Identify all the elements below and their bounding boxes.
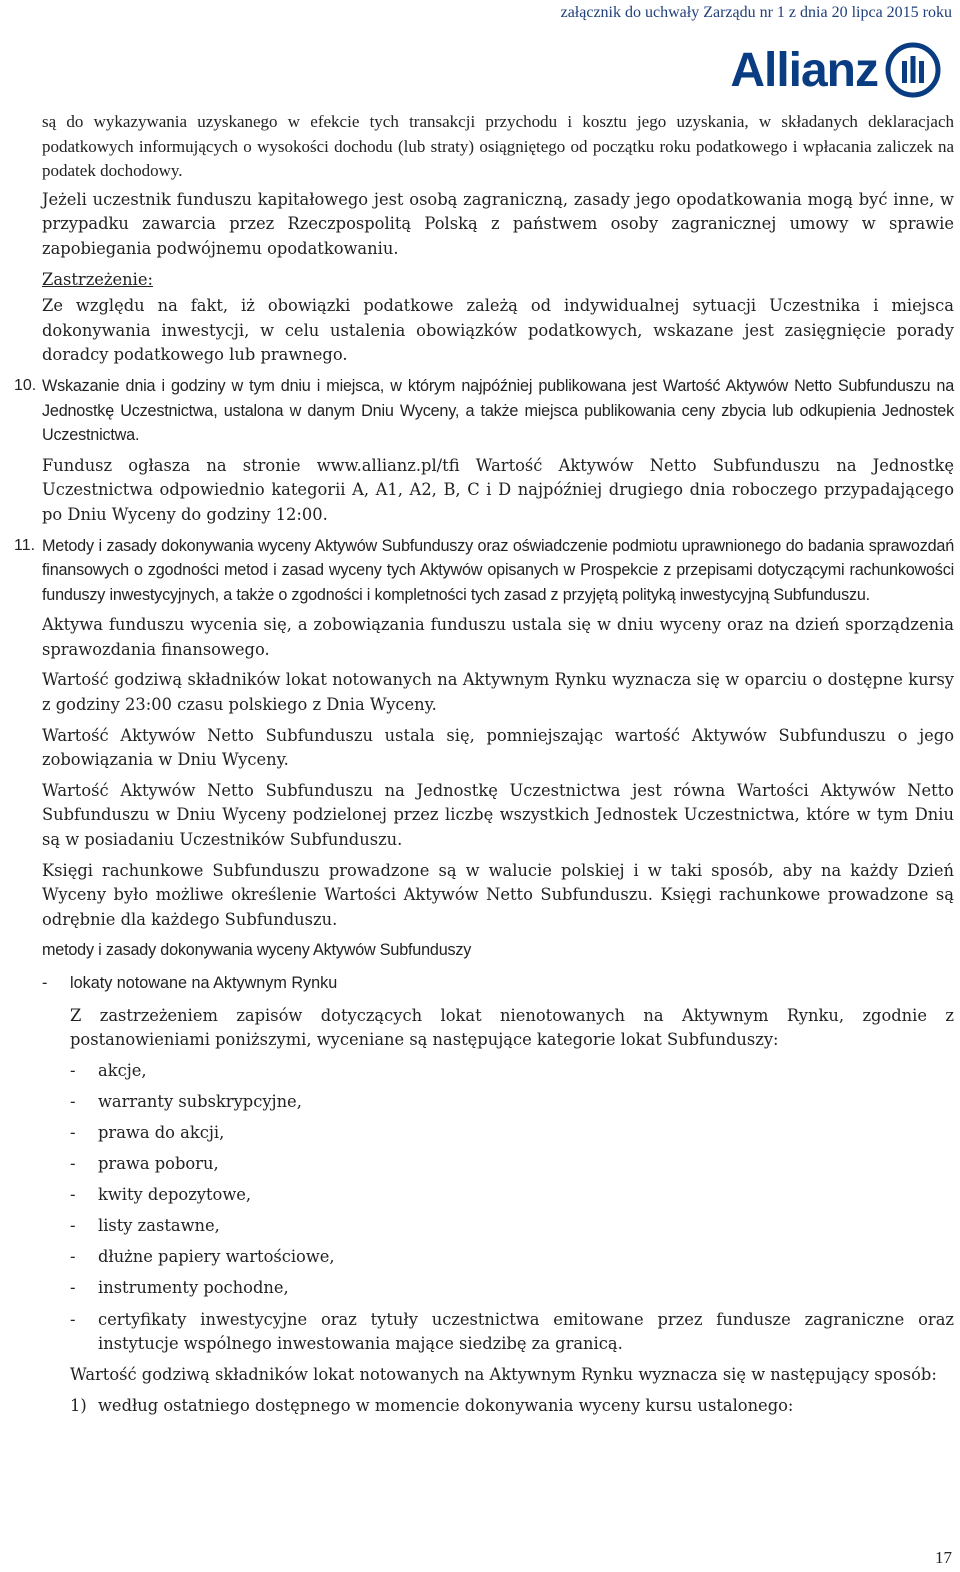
page-number: 17	[935, 1548, 952, 1567]
methods-heading: metody i zasady dokonywania wyceny Aktywów Subfunduszy	[42, 941, 472, 960]
allianz-logo	[730, 40, 942, 100]
list-item: - prawa do akcji,	[70, 1122, 225, 1142]
list-item: - prawa poboru,	[70, 1154, 219, 1174]
list-item: - instrumenty pochodne,	[70, 1278, 289, 1298]
listed-intro: Z zastrzeżeniem zapisów dotyczących lokat nienotowanych na Aktywnym Rynku, zgodnie z postanowieniami poniższymi, wyceniane są następujące kategorie lokat Subfunduszy:	[70, 1005, 954, 1050]
list-item: - dłużne papiery wartościowe,	[70, 1247, 335, 1267]
reservation-text: Ze względu na fakt, iż obowiązki podatkowe zależą od indywidualnej sytuacji Uczestnika i miejsca dokonywania inwestycji, w celu ustalenia obowiązków podatkowych, wskazane jest zasięgnięcie porady doradcy podatkowego lub prawnego.	[42, 296, 954, 365]
listed-heading-text: lokaty notowane na Aktywnym Rynku	[70, 974, 338, 992]
section-number: 11.	[14, 536, 36, 554]
list-item: - warranty subskrypcyjne,	[70, 1091, 302, 1111]
fair-value-intro: Wartość godziwą składników lokat notowanych na Aktywnym Rynku wyznacza się w następujący sposób:	[70, 1365, 937, 1385]
document-header-note: załącznik do uchwały Zarządu nr 1 z dnia 20 lipca 2015 roku	[560, 4, 952, 21]
section-heading: Wskazanie dnia i godziny w tym dniu i miejsca, w którym najpóźniej publikowana jest Wartość Aktywów Netto Subfunduszu na Jednostkę Uczestnictwa, ustalona w danym Dniu Wyceny, a także miejsca publikowania ceny zbycia lub odkupienia Jednostek Uczestnictwa.	[42, 376, 954, 445]
logo-wordmark: Allianz	[730, 43, 878, 97]
list-item: - listy zastawne,	[70, 1216, 220, 1236]
section-10	[14, 374, 954, 448]
intro-paragraph: są do wykazywania uzyskanego w efekcie tych transakcji przychodu i kosztu jego uzyskania, w składanych deklaracjach podatkowych informujących o wysokości dochodu (lub straty) osiągniętego od początku roku podatkowego i wpłacania zaliczek na podatek dochodowy.	[42, 112, 954, 181]
section-11-paragraph: Wartość godziwą składników lokat notowanych na Aktywnym Rynku wyznacza się w oparciu o dostępne kursy z godziny 23:00 czasu polskiego z Dnia Wyceny.	[42, 670, 954, 715]
method-text: według ostatniego dostępnego w momencie dokonywania wyceny kursu ustalonego:	[98, 1395, 794, 1415]
section-number: 10.	[14, 376, 37, 394]
section-heading: Metody i zasady dokonywania wyceny Aktywów Subfunduszy oraz oświadczenie podmiotu uprawnionego do badania sprawozdań finansowych o zgodności metod i zasad wyceny tych Aktywów opisanych w Prospekcie z przepisami dotyczącymi rachunkowości funduszy inwestycyjnych, a także o zgodności i kompletności tych zasad z przyjętą polityką inwestycyjną Subfunduszu.	[42, 536, 954, 604]
list-item: - certyfikaty inwestycyjne oraz tytuły uczestnictwa emitowane przez fundusze zagraniczne oraz instytucje wspólnego inwestowania mające siedzibę za granicą.	[70, 1309, 954, 1354]
method-item	[70, 1394, 954, 1419]
document-body	[14, 110, 954, 1418]
allianz-eagle-icon	[884, 41, 942, 99]
section-10-text: Fundusz ogłasza na stronie www.allianz.pl/tfi Wartość Aktywów Netto Subfunduszu na Jednostkę Uczestnictwa odpowiednio kategorii A, A1, A2, B, C i D najpóźniej drugiego dnia roboczego przypadającego po Dniu Wyceny do godziny 12:00.	[42, 455, 954, 524]
asset-categories-list	[70, 1059, 954, 1357]
foreign-participant-paragraph: Jeżeli uczestnik funduszu kapitałowego jest osobą zagraniczną, zasady jego opodatkowania mogą być inne, w przypadku zawarcia przez Rzeczpospolitą Polską z państwem osoby zagranicznej umowy w sprawie zapobiegania podwójnemu opodatkowaniu.	[42, 189, 954, 258]
section-11-paragraph: Wartość Aktywów Netto Subfunduszu na Jednostkę Uczestnictwa jest równa Wartości Aktywów Netto Subfunduszu w Dniu Wyceny podzielonej przez liczbę wszystkich Jednostek Uczestnictwa, które w tym Dniu są w posiadaniu Uczestników Subfunduszu.	[42, 780, 954, 850]
section-11-paragraph: Wartość Aktywów Netto Subfunduszu ustala się, pomniejszając wartość Aktywów Subfunduszu o jego zobowiązania w Dniu Wyceny.	[42, 725, 954, 770]
list-item: - akcje,	[70, 1060, 147, 1080]
section-11-paragraph: Księgi rachunkowe Subfunduszu prowadzone są w walucie polskiej i w taki sposób, aby na każdy Dzień Wyceny było możliwe określenie Wartości Aktywów Netto Subfunduszu. Księgi rachunkowe prowadzone są odrębnie dla każdego Subfunduszu.	[42, 860, 954, 929]
listed-heading: - lokaty notowane na Aktywnym Rynku	[42, 971, 954, 996]
section-11	[14, 534, 954, 608]
section-11-paragraph: Aktywa funduszu wycenia się, a zobowiązania funduszu ustala się w dniu wyceny oraz na dzień sporządzenia sprawozdania finansowego.	[42, 615, 954, 659]
list-item: - kwity depozytowe,	[70, 1185, 252, 1205]
reservation-label: Zastrzeżenie:	[42, 269, 153, 289]
method-number: 1)	[70, 1395, 87, 1415]
